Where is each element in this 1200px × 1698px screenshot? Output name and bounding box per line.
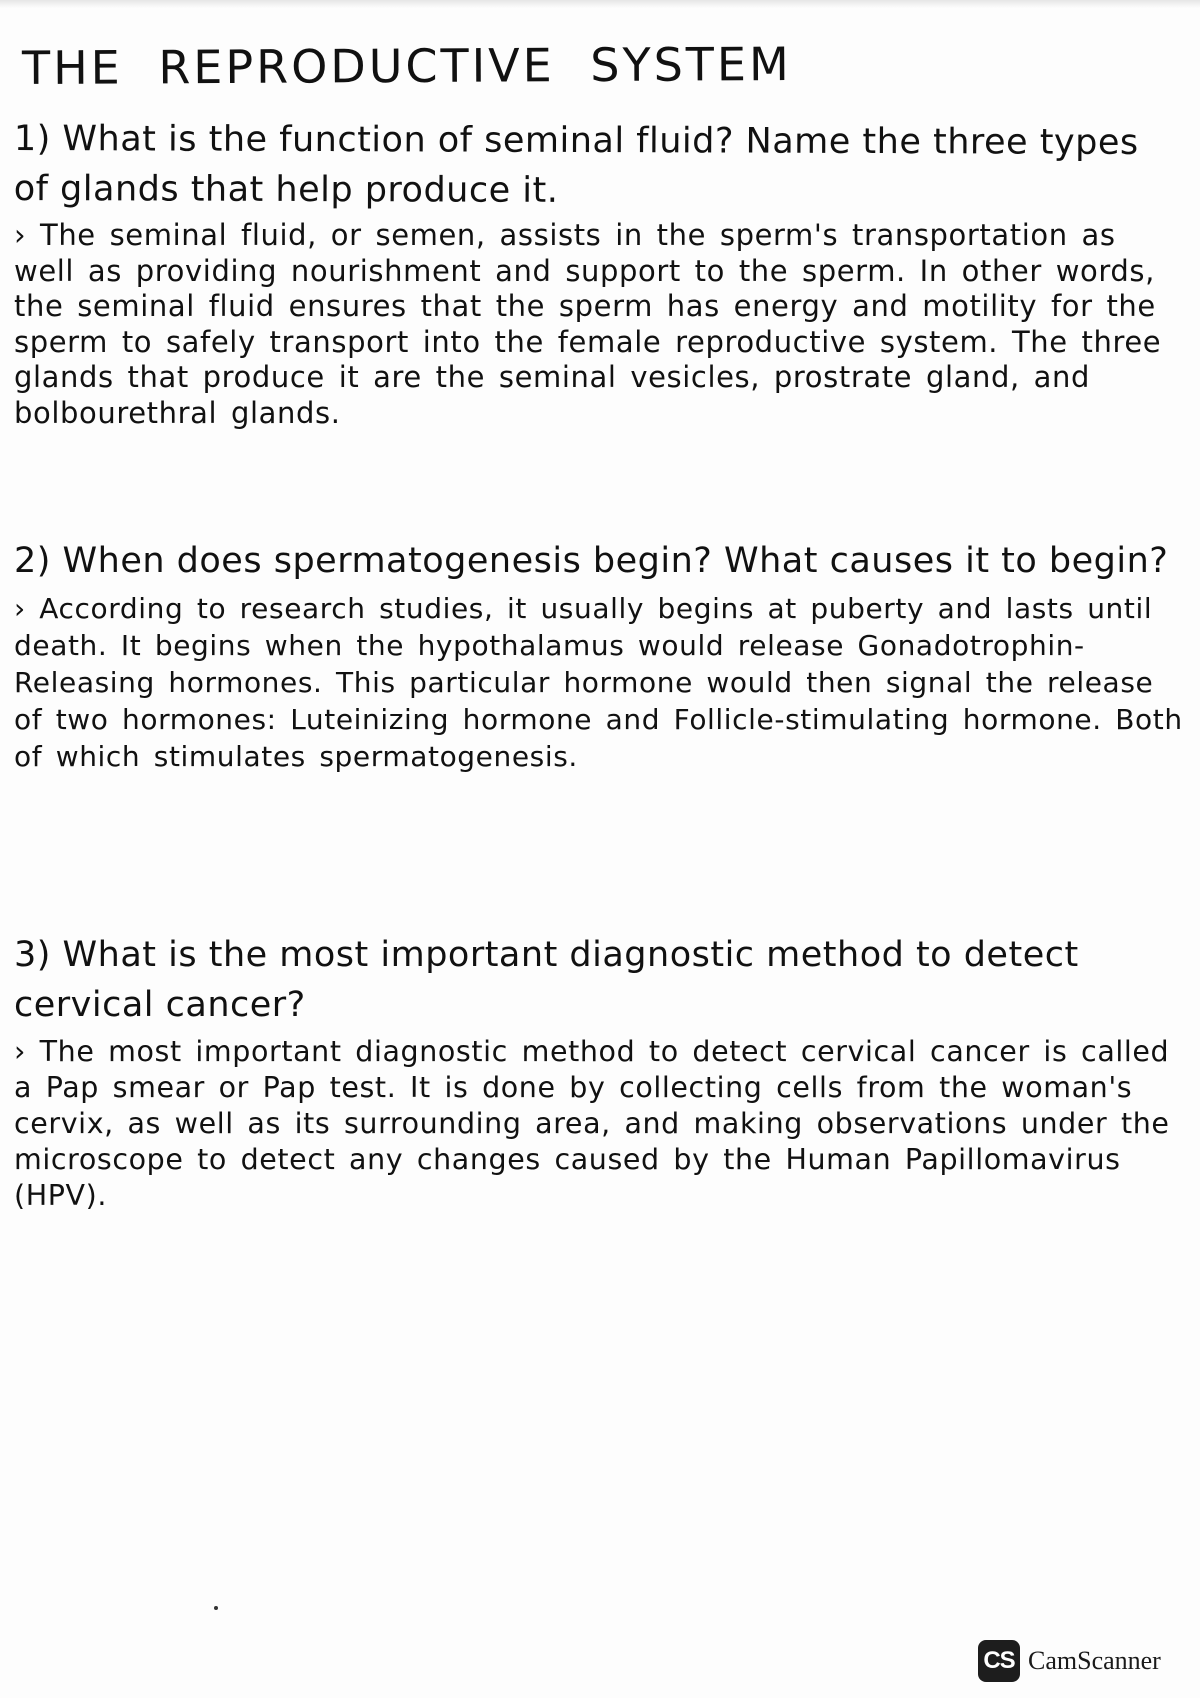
question-3: 3) What is the most important diagnostic method to detect cervical cancer?	[14, 935, 1079, 1025]
answer-3: › The most important diagnostic method to detect cervical cancer is called a Pap smear or Pap test. It is done by collecting cells from the woman's cervix, as well as its surrounding area, and making observations under the microscope to detect any changes caused by the Human Papillomavirus (HPV).	[14, 1035, 1170, 1212]
answer-1: › The seminal fluid, or semen, assists in the sperm's transportation as well as providing nourishment and support to the sperm. In other words, the seminal fluid ensures that the sperm has energy and motility for the sperm to safely transport into the female reproductive system. The three glands that produce it are the seminal vesicles, prostrate gland, and bolbourethral glands.	[14, 218, 1162, 430]
camscanner-brand-text: CamScanner	[1028, 1646, 1161, 1675]
question-1: 1) What is the function of seminal fluid? Name the three types of glands that help produce it.	[13, 118, 1139, 211]
question-section-1	[14, 114, 1184, 431]
answer-2: › According to research studies, it usually begins at puberty and lasts until death. It begins when the hypothalamus would release Gonadotrophin-Releasing hormones. This particular hormone would then signal the release of two hormones: Luteinizing hormone and Follicle-stimulating hormone. Both of which stimulates spermatogenesis.	[14, 592, 1183, 773]
question-2: 2) When does spermatogenesis begin? What causes it to begin?	[14, 541, 1169, 581]
camscanner-watermark	[978, 1640, 1161, 1682]
scan-edge-shadow	[0, 0, 1200, 8]
camscanner-logo-icon: CS	[978, 1640, 1020, 1682]
page-title: THE REPRODUCTIVE SYSTEM	[21, 37, 792, 96]
question-section-2	[14, 536, 1184, 775]
question-section-3	[14, 930, 1184, 1214]
stray-ink-dot	[214, 1606, 218, 1610]
